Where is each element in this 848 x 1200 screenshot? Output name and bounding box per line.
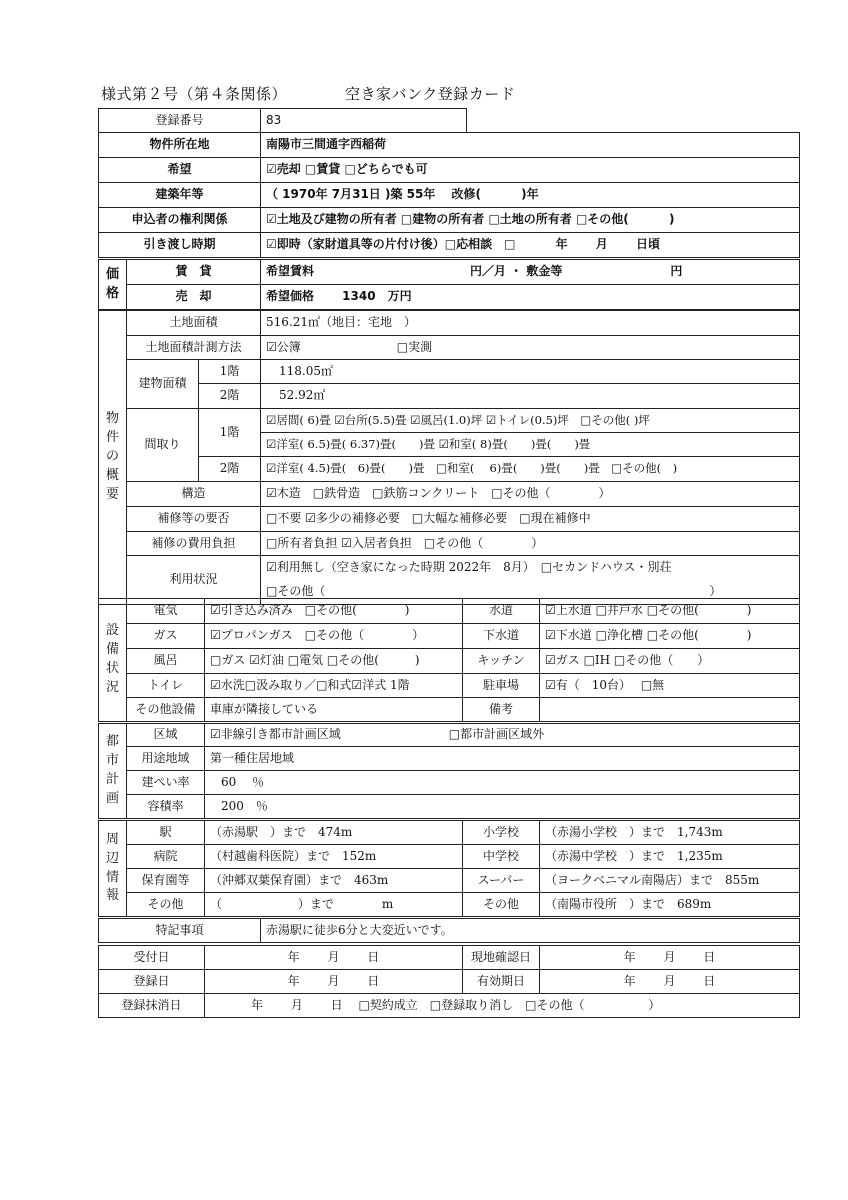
rent-value: 希望賃料 円／月 ・ 敷金等 円	[261, 260, 800, 285]
kitchen-label: キッチン	[463, 649, 540, 674]
layout-label: 間取り	[127, 409, 199, 482]
other-place2-value: （南陽市役所 ）まで 689m	[540, 893, 800, 917]
bath-value: □ガス ☑灯油 □電気 □その他( )	[205, 649, 463, 674]
land-area-value: 516.21㎡（地目：宅地 ）	[261, 311, 800, 336]
kitchen-value: ☑ガス □IH □その他（ ）	[540, 649, 800, 674]
planning-section-label: 都 市 計 画	[99, 724, 127, 819]
remarks-label: 備考	[463, 698, 540, 722]
repair-cost-value: □所有者負担 ☑入居者負担 □その他（ ）	[261, 532, 800, 556]
hospital-label: 病院	[127, 845, 205, 869]
gas-label: ガス	[127, 624, 205, 649]
registered-value: 年 月 日	[205, 970, 463, 994]
water-label: 水道	[463, 599, 540, 624]
overview-section-label: 物 件 の 概 要	[99, 311, 127, 605]
hospital-value: （村越歯科医院）まで 152m	[205, 845, 463, 869]
location-value: 南陽市三間通字西稲荷	[261, 133, 800, 158]
surroundings-section-label: 周 辺 情 報	[99, 821, 127, 917]
cancel-label: 登録抹消日	[99, 994, 205, 1018]
zone-value: 第一種住居地域	[205, 747, 800, 771]
layout-floor1-a: ☑居間( 6)畳 ☑台所(5.5)畳 ☑風呂(1.0)坪 ☑トイレ(0.5)坪 □その他( )坪	[261, 409, 800, 433]
bath-label: 風呂	[127, 649, 205, 674]
expiry-label: 有効期日	[463, 970, 540, 994]
usage-label: 利用状況	[127, 556, 261, 605]
measure-label: 土地面積計測方法	[127, 336, 261, 360]
toilet-value: ☑水洗□汲み取り／□和式☑洋式 1階	[205, 674, 463, 698]
electricity-label: 電気	[127, 599, 205, 624]
other-place-label: その他	[127, 893, 205, 917]
registration-number-value: 83	[261, 109, 467, 133]
handover-value: ☑即時（家財道具等の片付け後）□応相談 □ 年 月 日頃	[261, 233, 800, 258]
floor1-area: 118.05㎡	[261, 360, 800, 384]
usage-line1: ☑利用無し（空き家になった時期 2022年 8月） □セカンドハウス・別荘	[261, 556, 800, 581]
location-label: 物件所在地	[99, 133, 261, 158]
repair-cost-label: 補修の費用負担	[127, 532, 261, 556]
measure-value: ☑公簿 □実測	[261, 336, 800, 360]
station-label: 駅	[127, 821, 205, 845]
structure-label: 構造	[127, 482, 261, 507]
nursery-label: 保育園等	[127, 869, 205, 893]
area-value: ☑非線引き都市計画区域 □都市計画区域外	[205, 724, 800, 747]
price-table	[98, 259, 800, 310]
notes-value: 赤湯駅に徒歩6分と大変近いです。	[261, 919, 800, 943]
facilities-table	[98, 598, 800, 722]
received-label: 受付日	[99, 946, 205, 970]
far-label: 容積率	[127, 795, 205, 819]
received-value: 年 月 日	[205, 946, 463, 970]
zone-label: 用途地域	[127, 747, 205, 771]
elementary-value: （赤湯小学校 ）まで 1,743m	[540, 821, 800, 845]
layout-floor2: ☑洋室( 4.5)畳( 6)畳( )畳 □和室( 6)畳( )畳( )畳 □その他( )	[261, 457, 800, 482]
facilities-section-label: 設 備 状 況	[99, 599, 127, 722]
cancel-value: 年 月 日 □契約成立 □登録取り消し □その他（ ）	[205, 994, 800, 1018]
layout-floor2-label: 2階	[199, 457, 261, 482]
parking-label: 駐車場	[463, 674, 540, 698]
junior-high-label: 中学校	[463, 845, 540, 869]
overview-table	[98, 310, 800, 605]
bcr-label: 建ぺい率	[127, 771, 205, 795]
other-equipment-label: その他設備	[127, 698, 205, 722]
junior-high-value: （赤湯中学校 ）まで 1,235m	[540, 845, 800, 869]
supermarket-label: スーパー	[463, 869, 540, 893]
gas-value: ☑プロパンガス □その他（ ）	[205, 624, 463, 649]
other-place-value: （ ）まで m	[205, 893, 463, 917]
admin-table	[98, 945, 800, 1018]
other-place2-label: その他	[463, 893, 540, 917]
bcr-value: 60 ％	[205, 771, 800, 795]
planning-table	[98, 723, 800, 819]
repair-value: □不要 ☑多少の補修必要 □大幅な補修必要 □現在補修中	[261, 507, 800, 532]
registered-label: 登録日	[99, 970, 205, 994]
parking-value: ☑有（ 10台） □無	[540, 674, 800, 698]
sale-label: 売 却	[127, 285, 261, 310]
notes-label: 特記事項	[99, 919, 261, 943]
handover-label: 引き渡し時期	[99, 233, 261, 258]
toilet-label: トイレ	[127, 674, 205, 698]
remarks-value	[540, 698, 800, 722]
supermarket-value: （ヨークベニマル南陽店）まで 855m	[540, 869, 800, 893]
registration-number-table	[98, 108, 467, 133]
rent-label: 賃 貸	[127, 260, 261, 285]
floor2-area: 52.92㎡	[261, 384, 800, 409]
site-check-label: 現地確認日	[463, 946, 540, 970]
floor1-label: 1階	[199, 360, 261, 384]
basic-info-table	[98, 132, 800, 258]
usage-line2: □その他（ ）	[261, 581, 800, 605]
nursery-value: （沖郷双葉保育園）まで 463m	[205, 869, 463, 893]
expiry-value: 年 月 日	[540, 970, 800, 994]
water-value: ☑上水道 □井戸水 □その他( )	[540, 599, 800, 624]
other-equipment-value: 車庫が隣接している	[205, 698, 463, 722]
sewer-value: ☑下水道 □浄化槽 □その他( )	[540, 624, 800, 649]
land-area-label: 土地面積	[127, 311, 261, 336]
rights-label: 申込者の権利関係	[99, 208, 261, 233]
wish-value: ☑売却 □賃貸 □どちらでも可	[261, 158, 800, 183]
electricity-value: ☑引き込み済み □その他( )	[205, 599, 463, 624]
layout-floor1-label: 1階	[199, 409, 261, 457]
built-value: （ 1970年 7月31日 )築 55年 改修( )年	[261, 183, 800, 208]
sewer-label: 下水道	[463, 624, 540, 649]
notes-table	[98, 918, 800, 943]
structure-value: ☑木造 □鉄骨造 □鉄筋コンクリート □その他（ ）	[261, 482, 800, 507]
building-area-label: 建物面積	[127, 360, 199, 409]
station-value: （赤湯駅 ）まで 474m	[205, 821, 463, 845]
site-check-value: 年 月 日	[540, 946, 800, 970]
repair-label: 補修等の要否	[127, 507, 261, 532]
registration-number-label: 登録番号	[99, 109, 261, 133]
wish-label: 希望	[99, 158, 261, 183]
built-label: 建築年等	[99, 183, 261, 208]
elementary-label: 小学校	[463, 821, 540, 845]
surroundings-table	[98, 820, 800, 917]
form-title: 空き家バンク登録カード	[345, 85, 516, 103]
form-number: 様式第２号（第４条関係）	[101, 85, 288, 103]
area-label: 区域	[127, 724, 205, 747]
floor2-label: 2階	[199, 384, 261, 409]
rights-value: ☑土地及び建物の所有者 □建物の所有者 □土地の所有者 □その他( )	[261, 208, 800, 233]
sale-value: 希望価格 1340 万円	[261, 285, 800, 310]
layout-floor1-b: ☑洋室( 6.5)畳( 6.37)畳( )畳 ☑和室( 8)畳( )畳( )畳	[261, 433, 800, 457]
far-value: 200 ％	[205, 795, 800, 819]
price-section-label: 価 格	[99, 260, 127, 310]
